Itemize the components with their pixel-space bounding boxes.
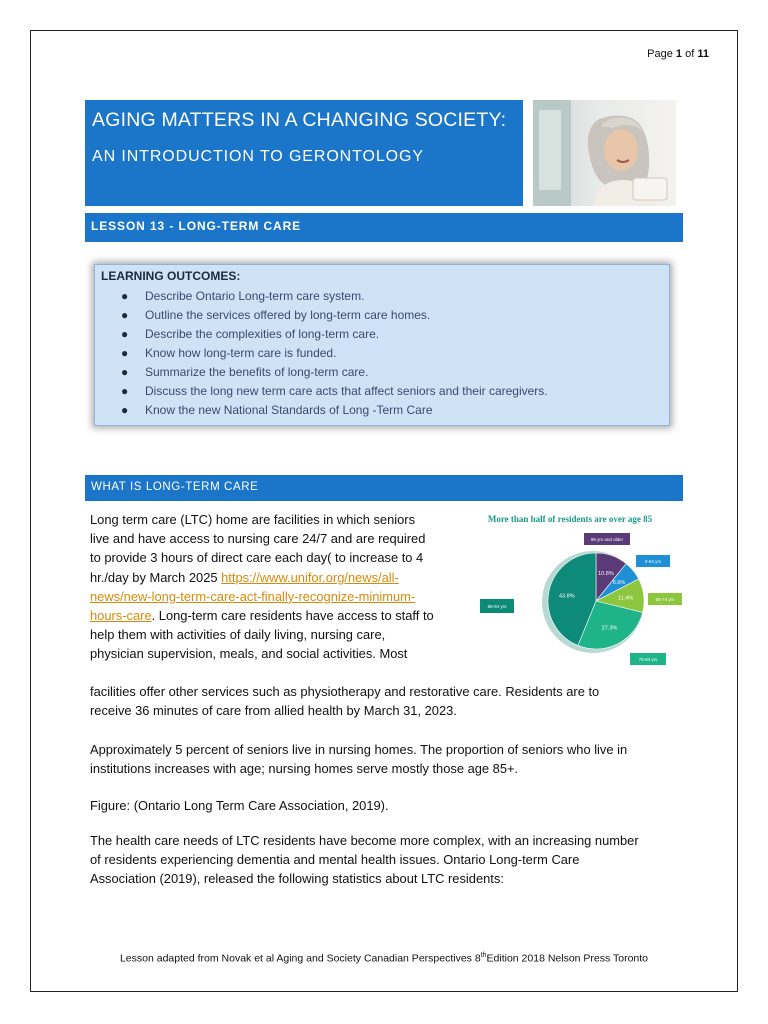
bullet-icon: ●: [121, 289, 129, 303]
bullet-icon: ●: [121, 327, 129, 341]
learning-outcomes-box: [94, 264, 670, 426]
outcomes-heading: LEARNING OUTCOMES:: [101, 269, 241, 283]
list-item: ● Describe the complexities of long-term care.: [115, 325, 548, 344]
category-callout-label: 75-84 yrs: [638, 657, 658, 662]
paragraph-percent: Approximately 5 percent of seniors live in nursing homes. The proportion of seniors who live in institutions increases with age; nursing homes serve mostly those age 85+.: [90, 742, 628, 777]
course-title: AGING MATTERS IN A CHANGING SOCIETY:: [92, 109, 507, 131]
lesson-title-bar: LESSON 13 - LONG-TERM CARE: [85, 213, 683, 242]
footer-citation: Lesson adapted from Novak et al Aging and Society Canadian Perspectives 8thEdition 2018 Nelson Press Toronto: [119, 952, 649, 965]
list-item: ● Discuss the long new term care acts that affect seniors and their caregivers.: [115, 382, 548, 401]
paragraph-complexity: The health care needs of LTC residents have become more complex, with an increasing number of residents experiencing dementia and mental health issues. Ontario Long-term Care Association (2019), released the following statistics about LTC residents:: [90, 833, 639, 887]
category-callout-label: 85-94 yrs: [487, 604, 507, 609]
figure-caption: Figure: (Ontario Long Term Care Association, 2019).: [90, 798, 389, 813]
title-banner: [85, 100, 523, 206]
unifor-link-end[interactable]: hours-care: [90, 608, 152, 624]
list-item: ● Summarize the benefits of long-term care.: [115, 363, 548, 382]
senior-woman-photo: [533, 100, 676, 206]
slice-value-label: 6.6%: [612, 580, 626, 587]
category-callout-label: 95 yrs and older: [590, 537, 624, 542]
paragraph-intro: Long term care (LTC) home are facilities in which seniors live and have access to nursing care 24/7 and are required to provide 3 hours of direct care each day( to increase to 4 hr./day by March 2025 https://www.unifor.org/news/all- news/new-long-term-care-act-finally-recognize-minimum- hours-care. Long-term care residents have access to staff to help them with activities of daily living, nursing care, physician supervision, meals, and social activities. Most: [90, 512, 434, 662]
bullet-icon: ●: [121, 384, 129, 398]
paragraph-intro-cont: facilities offer other services such as physiotherapy and restorative care. Residents are to receive 36 minutes of care from allied health by March 31, 2023.: [90, 684, 600, 719]
page-number: Page 1 of 11: [647, 48, 709, 60]
slice-value-label: 11.4%: [617, 595, 634, 602]
list-item: ● Outline the services offered by long-term care homes.: [115, 306, 548, 325]
slice-value-label: 10.8%: [598, 570, 614, 577]
pie-svg: [466, 507, 684, 681]
unifor-link-cont[interactable]: news/new-long-term-care-act-finally-recognize-minimum-: [90, 588, 416, 604]
category-callout-label: 0-64 yrs: [644, 559, 662, 564]
category-callout-label: 65-74 yrs: [655, 597, 675, 602]
bullet-icon: ●: [121, 403, 129, 417]
slice-value-label: 27.3%: [601, 625, 618, 632]
section-title-bar: WHAT IS LONG-TERM CARE: [85, 475, 683, 501]
bullet-icon: ●: [121, 346, 129, 360]
list-item: ● Know how long-term care is funded.: [115, 344, 548, 363]
list-item: ● Describe Ontario Long-term care system.: [115, 287, 548, 306]
unifor-link[interactable]: https://www.unifor.org/news/all-: [221, 569, 399, 585]
bullet-icon: ●: [121, 365, 129, 379]
outcomes-list: [115, 287, 548, 420]
slice-value-label: 43.8%: [558, 593, 575, 600]
list-item: ● Know the new National Standards of Long -Term Care: [115, 401, 548, 420]
bullet-icon: ●: [121, 308, 129, 322]
chart-title: More than half of residents are over age 85: [487, 514, 653, 524]
course-subtitle: AN INTRODUCTION TO GERONTOLOGY: [92, 148, 424, 165]
residents-age-pie-chart: [466, 507, 684, 681]
